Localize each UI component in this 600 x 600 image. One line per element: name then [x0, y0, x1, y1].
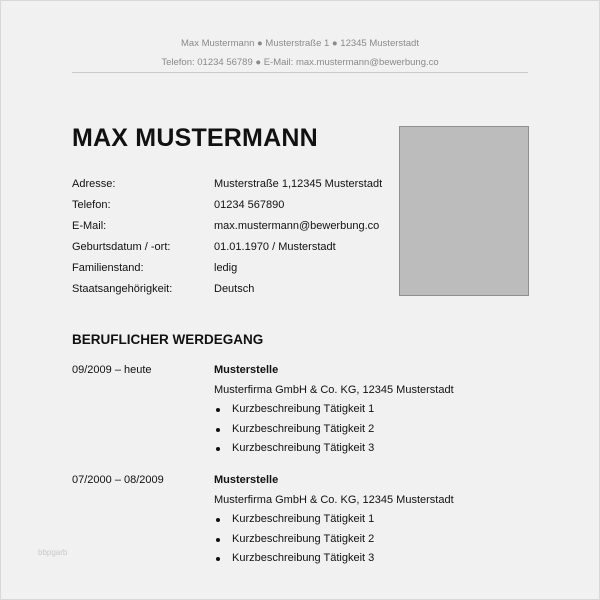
personal-label: Adresse:	[72, 178, 116, 190]
job-tasks	[214, 400, 534, 459]
job-task-item: Kurzbeschreibung Tätigkeit 2	[214, 530, 534, 550]
photo-placeholder	[399, 126, 529, 296]
personal-label: Telefon:	[72, 199, 111, 211]
section-title-career: BERUFLICHER WERDEGANG	[72, 332, 264, 347]
job-task-item: Kurzbeschreibung Tätigkeit 1	[214, 400, 534, 420]
contact-header-line-1: Max Mustermann ● Musterstraße 1 ● 12345 Musterstadt	[181, 38, 419, 49]
job-details	[214, 361, 534, 459]
job-title: Musterstelle	[214, 474, 279, 486]
header-divider	[72, 72, 528, 73]
contact-header-line-2: Telefon: 01234 56789 ● E-Mail: max.mustermann@bewerbung.co	[161, 57, 439, 68]
personal-row-email	[72, 218, 392, 239]
applicant-name: MAX MUSTERMANN	[72, 124, 318, 152]
personal-label: E-Mail:	[72, 220, 107, 232]
personal-row-birth	[72, 239, 392, 260]
personal-row-phone	[72, 197, 392, 218]
contact-header	[0, 34, 600, 72]
job-task-item: Kurzbeschreibung Tätigkeit 1	[214, 510, 534, 530]
job-company: Musterfirma GmbH & Co. KG, 12345 Musterstadt	[214, 493, 454, 506]
personal-value: Musterstraße 1,12345 Musterstadt	[214, 178, 383, 190]
job-task-item: Kurzbeschreibung Tätigkeit 2	[214, 420, 534, 440]
personal-row-nationality	[72, 281, 392, 302]
personal-data	[72, 176, 392, 302]
personal-value: ledig	[214, 262, 238, 274]
personal-row-marital	[72, 260, 392, 281]
personal-value: max.mustermann@bewerbung.co	[214, 220, 380, 232]
personal-value: Deutsch	[214, 283, 255, 295]
job-tasks	[214, 510, 534, 569]
job-date: 09/2009 – heute	[72, 364, 152, 376]
job-company: Musterfirma GmbH & Co. KG, 12345 Musterstadt	[214, 383, 454, 396]
job-task-item: Kurzbeschreibung Tätigkeit 3	[214, 549, 534, 569]
job-date: 07/2000 – 08/2009	[72, 474, 164, 486]
personal-value: 01.01.1970 / Musterstadt	[214, 241, 336, 253]
personal-row-address	[72, 176, 392, 197]
watermark: bbpgarb	[38, 548, 68, 557]
job-details	[214, 471, 534, 569]
job-task-item: Kurzbeschreibung Tätigkeit 3	[214, 439, 534, 459]
job-title: Musterstelle	[214, 364, 279, 376]
personal-label: Geburtsdatum / -ort:	[72, 241, 171, 253]
personal-label: Staatsangehörigkeit:	[72, 283, 173, 295]
personal-value: 01234 567890	[214, 199, 285, 211]
personal-label: Familienstand:	[72, 262, 144, 274]
